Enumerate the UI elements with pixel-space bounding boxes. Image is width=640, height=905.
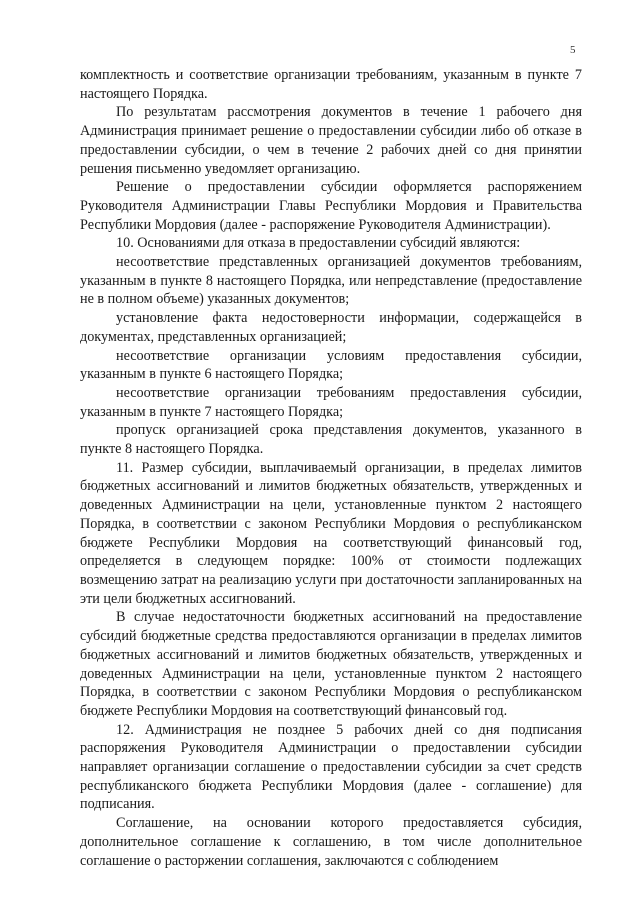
paragraph-continuation: комплектность и соответствие организации требованиям, указанным в пункте 7 настоящего Порядка. <box>80 67 582 102</box>
document-body <box>80 66 582 870</box>
paragraph-refusal-ground-5: пропуск организацией срока представления документов, указанного в пункте 8 настоящего Порядка. <box>80 422 582 458</box>
paragraph-item-11-subsidy-size: 11. Размер субсидии, выплачиваемый организации, в пределах лимитов бюджетных ассигнований и лимитов бюджетных обязательств, утвержденных и доведенных Администрации на цели, установленные пунктом 2 настоящего Порядка, в соответствии с законом Республики Мордовия о республиканском бюджете Республики Мордовия на соответствующий финансовый год, определяется в следующем порядке: 100% от стоимости подлежащих возмещению затрат на реализацию услуги при достаточности запланированных на эти цели бюджетных ассигнований. <box>80 459 582 607</box>
paragraph-item-10-heading: 10. Основаниями для отказа в предоставлении субсидий являются: <box>116 235 521 252</box>
paragraph-item-12-agreement: 12. Администрация не позднее 5 рабочих дней со дня подписания распоряжения Руководителя Администрации о предоставлении субсидии направляет организации соглашение о предоставлении субсидии за счет средств республиканского бюджета Республики Мордовия (далее - соглашение) для подписания. <box>80 721 582 813</box>
paragraph-refusal-ground-3: несоответствие организации условиям предоставления субсидии, указанным в пункте 6 настоящего Порядка; <box>80 347 582 383</box>
paragraph-review-results: По результатам рассмотрения документов в течение 1 рабочего дня Администрация принимает решение о предоставлении субсидии либо об отказе в предоставлении субсидии, о чем в течение 2 рабочих дней со дня принятии решения письменно уведомляет организацию. <box>80 104 582 177</box>
page-number: 5 <box>570 44 576 56</box>
paragraph-refusal-ground-4: несоответствие организации требованиям предоставления субсидии, указанным в пункте 7 настоящего Порядка; <box>80 384 582 420</box>
paragraph-agreement-terms: Соглашение, на основании которого предоставляется субсидия, дополнительное соглашение к соглашению, в том числе дополнительное соглашение о расторжении соглашения, заключаются с соблюдением <box>80 815 582 869</box>
paragraph-decision-order: Решение о предоставлении субсидии оформляется распоряжением Руководителя Администрации Главы Республики Мордовия и Правительства Республики Мордовия (далее - распоряжение Руководителя Администрации). <box>80 179 582 233</box>
paragraph-refusal-ground-2: установление факта недостоверности информации, содержащейся в документах, представленных организацией; <box>80 310 582 345</box>
paragraph-insufficient-funds: В случае недостаточности бюджетных ассигнований на предоставление субсидий бюджетные средства предоставляются организации в пределах лимитов бюджетных ассигнований и лимитов бюджетных обязательств, утвержденных и доведенных Администрации на цели, установленные пунктом 2 настоящего Порядка, в соответствии с законом Республики Мордовия о республиканском бюджете Республики Мордовия на соответствующий финансовый год. <box>80 609 582 719</box>
paragraph-refusal-ground-1: несоответствие представленных организацией документов требованиям, указанным в пункте 8 настоящего Порядка, или непредставление (предоставление не в полном объеме) указанных документов; <box>80 254 582 308</box>
